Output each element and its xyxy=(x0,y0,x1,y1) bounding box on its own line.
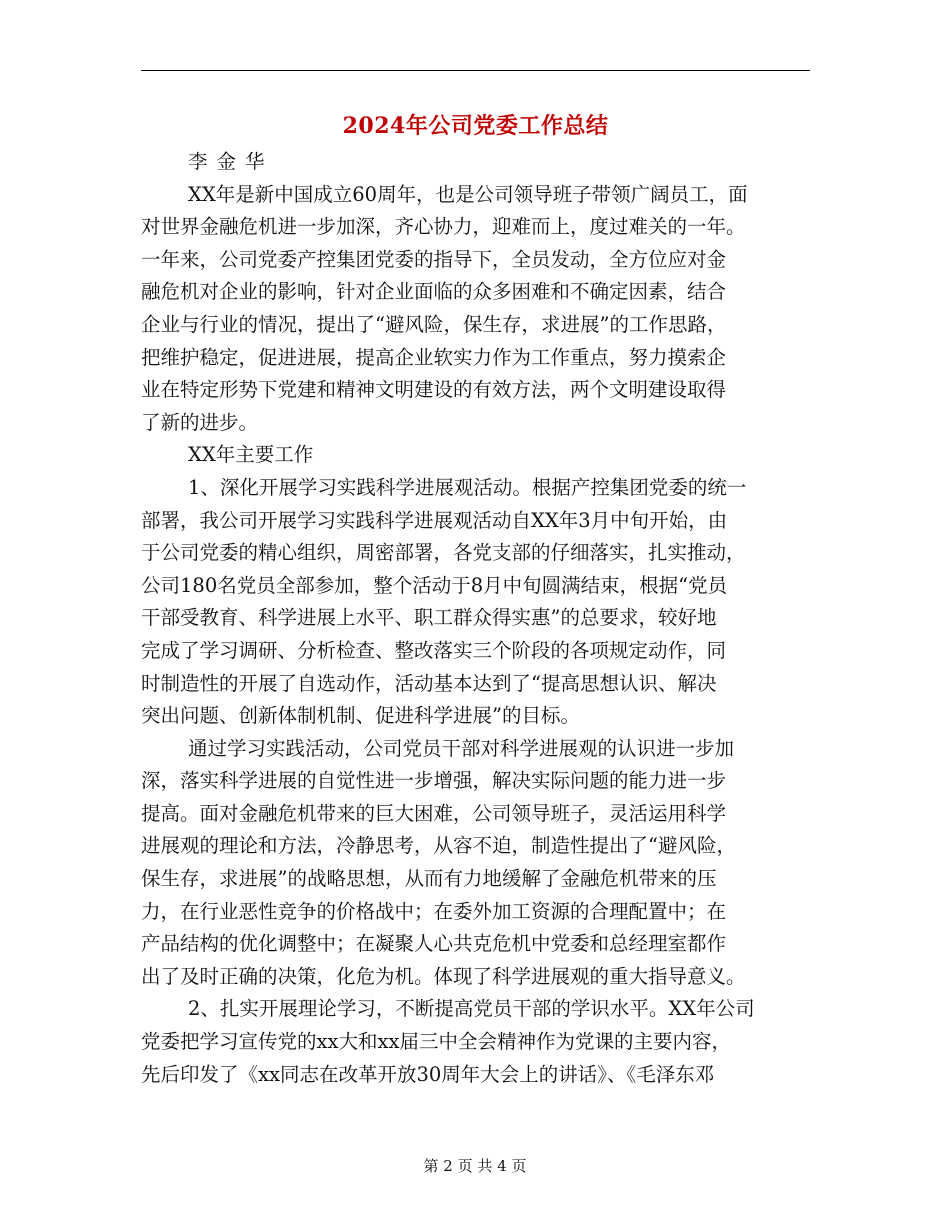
document-body xyxy=(141,146,810,1091)
body-line: 先后印发了《xx同志在改革开放30周年大会上的讲话》、《毛泽东邓 xyxy=(141,1062,715,1086)
page-number: 第 2 页 共 4 页 xyxy=(423,1157,527,1175)
body-line: 突出问题、创新体制机制、促进科学进展”的目标。 xyxy=(141,704,580,728)
body-line: 保生存，求进展”的战略思想，从而有力地缓解了金融危机带来的压 xyxy=(141,867,717,891)
section-heading: XX年主要工作 xyxy=(188,443,314,467)
body-line: 进展观的理论和方法，冷静思考，从容不迫，制造性提出了“避风险， xyxy=(141,834,736,858)
body-line: 1、深化开展学习实践科学进展观活动。根据产控集团党委的统一 xyxy=(188,475,747,499)
body-line: 了新的进步。 xyxy=(141,410,259,434)
body-line: 出了及时正确的决策，化危为机。体现了科学进展观的重大指导意义。 xyxy=(141,964,746,988)
body-line: 产品结构的优化调整中；在凝聚人心共克危机中党委和总经理室都作 xyxy=(141,932,727,956)
body-line: 党委把学习宣传党的xx大和xx届三中全会精神作为党课的主要内容， xyxy=(141,1030,731,1054)
body-line: 深，落实科学进展的自觉性进一步增强，解决实际问题的能力进一步 xyxy=(141,769,727,793)
body-line: 企业与行业的情况，提出了“避风险，保生存，求进展”的工作思路， xyxy=(141,312,727,336)
body-line: 提高。面对金融危机带来的巨大困难，公司领导班子，灵活运用科学 xyxy=(141,801,727,825)
body-line: 力，在行业恶性竞争的价格战中；在委外加工资源的合理配置中；在 xyxy=(141,899,727,923)
body-line: 业在特定形势下党建和精神文明建设的有效方法，两个文明建设取得 xyxy=(141,378,727,402)
document-title: 2024年公司党委工作总结 xyxy=(342,113,609,139)
body-line: XX年是新中国成立60周年，也是公司领导班子带领广阔员工，面 xyxy=(188,182,748,206)
body-line: 干部受教育、科学进展上水平、职工群众得实惠”的总要求，较好地 xyxy=(141,606,717,630)
body-line: 部署，我公司开展学习实践科学进展观活动自XX年3月中旬开始，由 xyxy=(141,508,728,532)
body-line: 公司180名党员全部参加，整个活动于8月中旬圆满结束，根据“党员 xyxy=(141,573,728,597)
body-line: 时制造性的开展了自选动作，活动基本达到了“提高思想认识、解决 xyxy=(141,671,717,695)
author-name: 李金华 xyxy=(188,150,274,173)
body-line: 融危机对企业的影响，针对企业面临的众多困难和不确定因素，结合 xyxy=(141,280,727,304)
body-line: 2、扎实开展理论学习，不断提高党员干部的学识水平。XX年公司 xyxy=(188,997,755,1021)
body-line: 完成了学习调研、分析检查、整改落实三个阶段的各项规定动作，同 xyxy=(141,638,727,662)
header-rule xyxy=(141,70,810,71)
body-line: 通过学习实践活动，公司党员干部对科学进展观的认识进一步加 xyxy=(188,736,735,760)
body-line: 于公司党委的精心组织，周密部署，各党支部的仔细落实，扎实推动， xyxy=(141,541,746,565)
body-line: 一年来，公司党委产控集团党委的指导下，全员发动，全方位应对金 xyxy=(141,247,727,271)
body-line: 把维护稳定，促进进展，提高企业软实力作为工作重点，努力摸索企 xyxy=(141,345,727,369)
body-line: 对世界金融危机进一步加深，齐心协力，迎难而上，度过难关的一年。 xyxy=(141,215,746,239)
